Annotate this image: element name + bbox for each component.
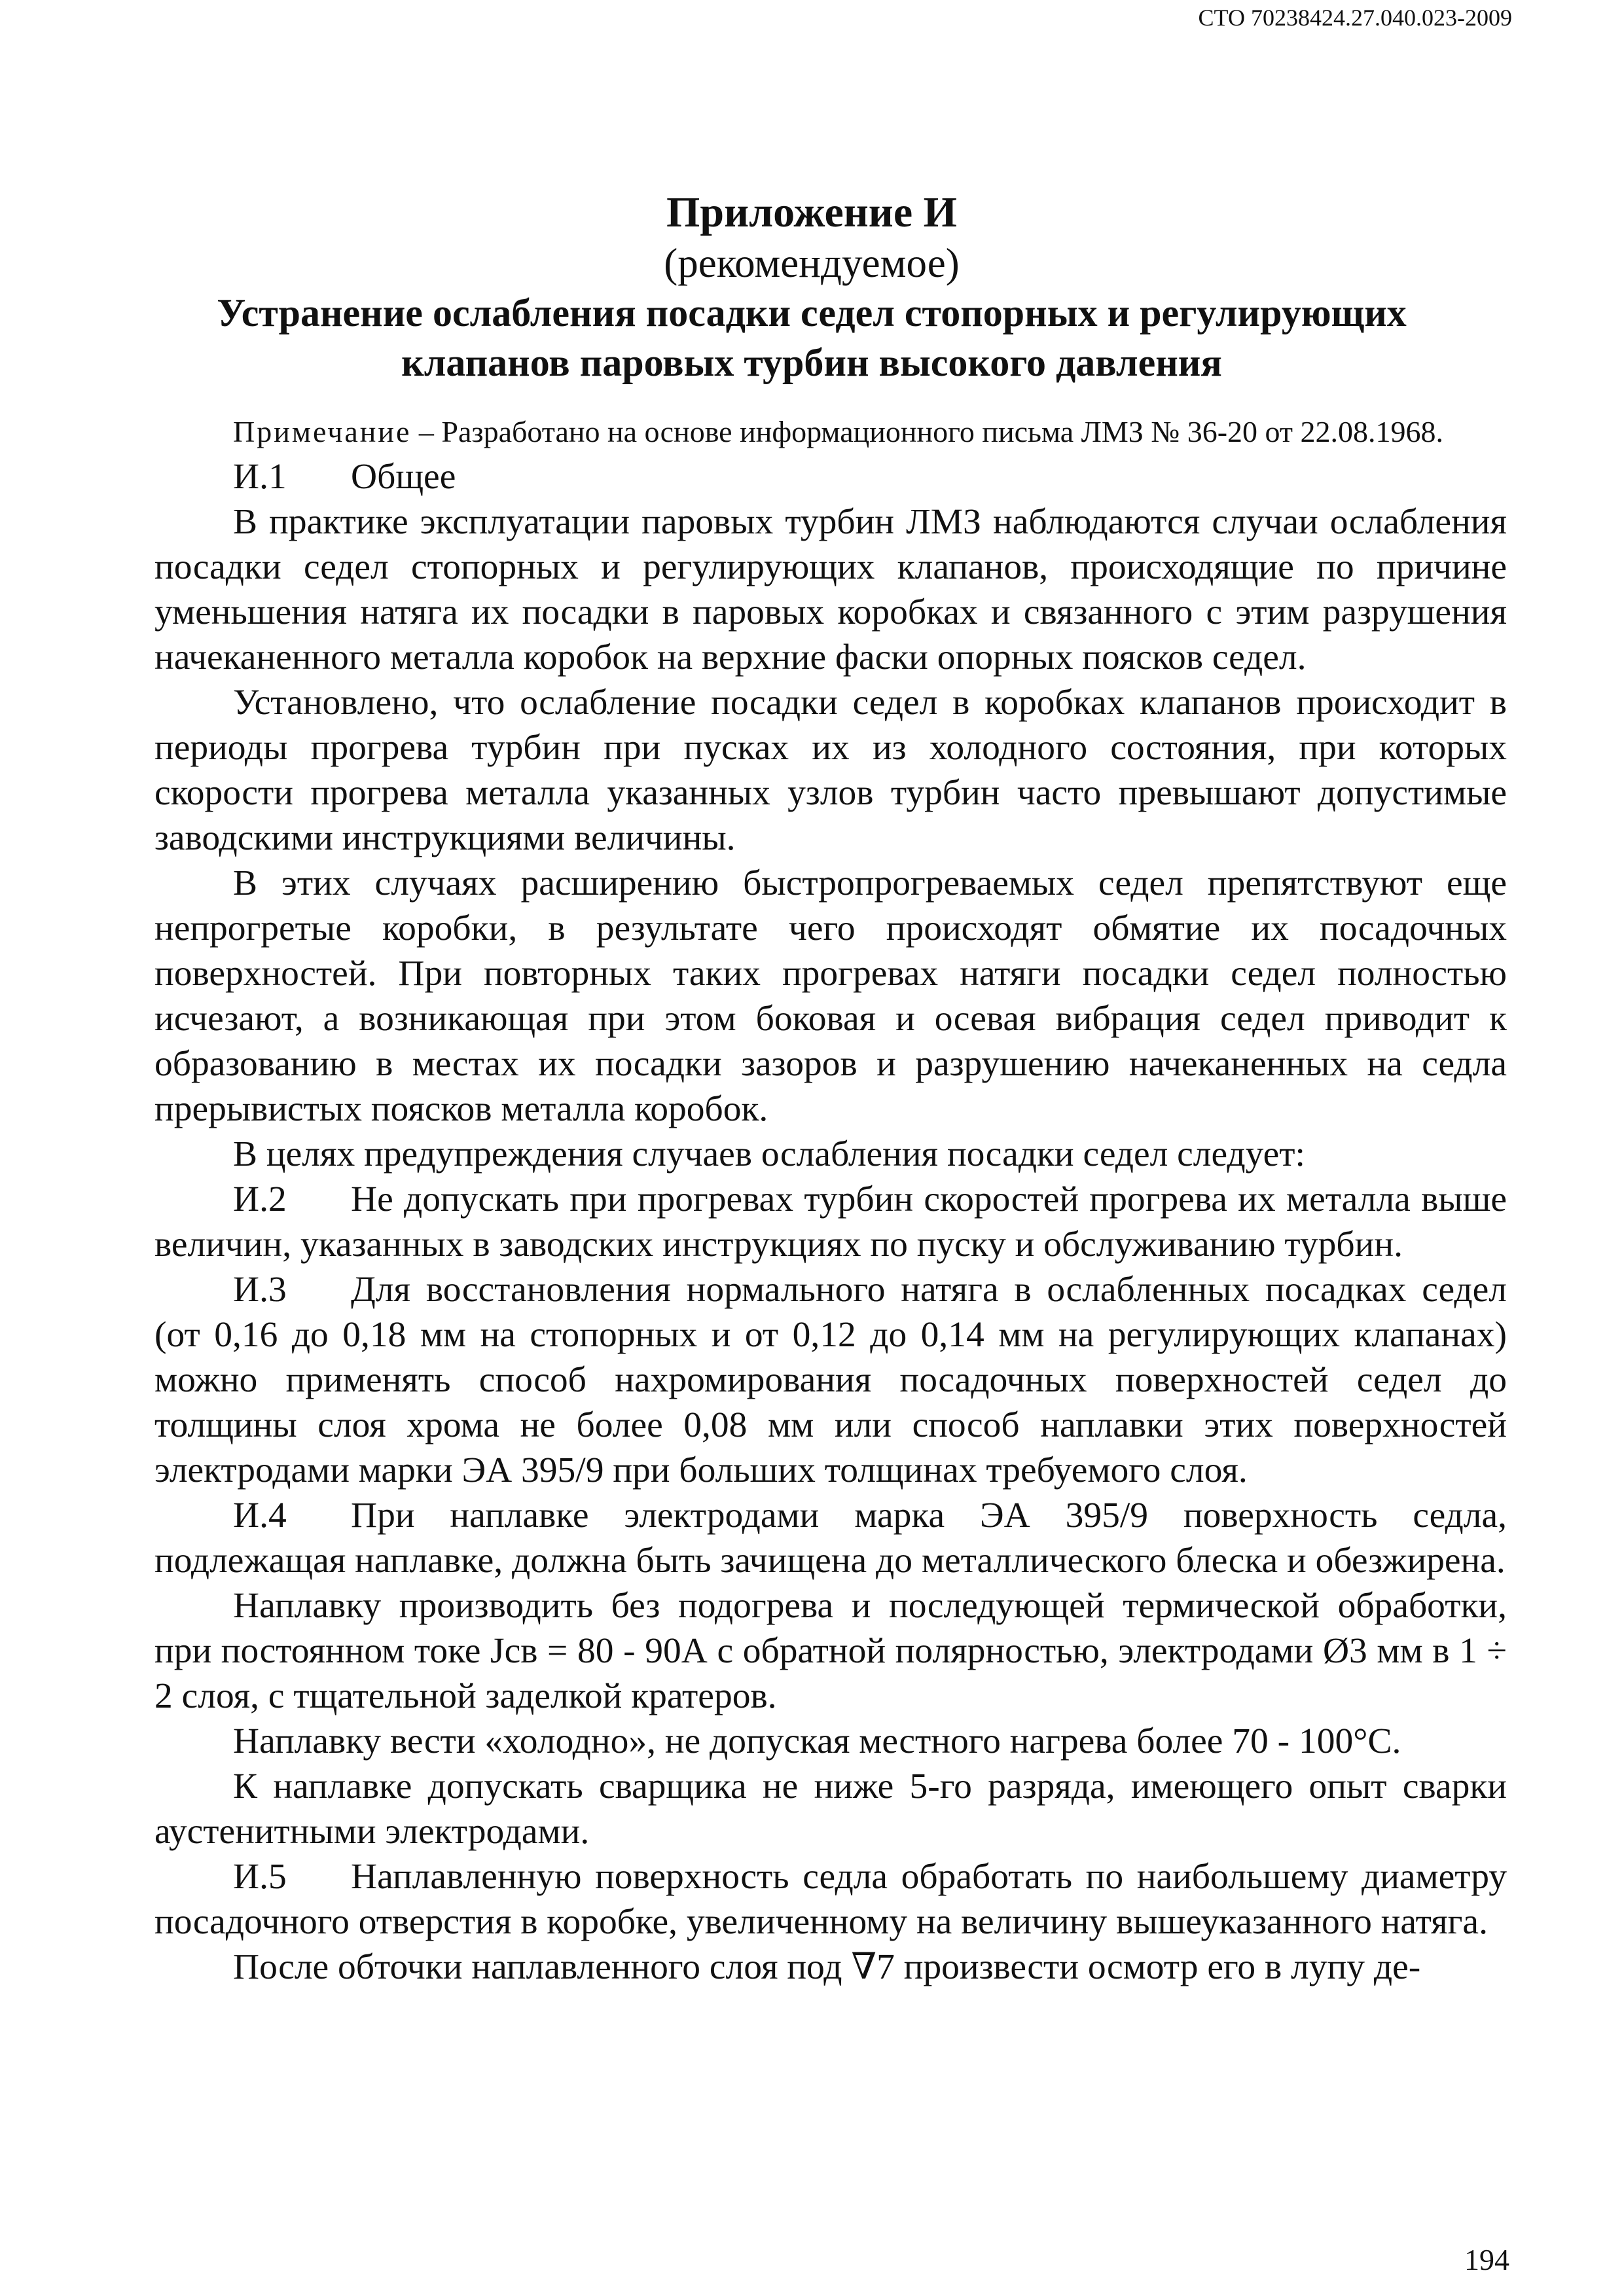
clause-text: При наплавке электродами марка ЭА 395/9 поверхность седла, подлежащая наплавке, должна быть зачищена до металлического блеска и обезжирена. [154,1496,1507,1581]
section-number: И.1 [233,457,287,497]
paragraph: Наплавку вести «холодно», не допуская местного нагрева более 70 - 100°С. [233,1721,1401,1761]
clause-number: И.4 [233,1496,287,1535]
document-body [154,412,1507,1990]
section-title: Общее [351,457,456,497]
appendix-heading [144,187,1479,387]
appendix-title: Приложение И [666,188,957,236]
paragraph: В целях предупреждения случаев ослабления посадки седел следует: [233,1134,1305,1174]
clause-number: И.3 [233,1270,287,1310]
paragraph: В этих случаях расширению быстропрогреваемых седел препятствуют еще непрогретые коробки, в результате чего происходят обмятие их посадочных поверхностей. При повторных таких прогревах натяги посадки седел полностью исчезают, а возникающая при этом боковая и осевая вибрация седел приводит к образованию в местах их посадки зазоров и разрушению начеканенных на седла прерывистых поясков металла коробок. [154,863,1507,1129]
paragraph: Наплавку производить без подогрева и последующей термической обработки, при постоянном токе Jсв = 80 - 90А с обратной полярностью, электродами Ø3 мм в 1 ÷ 2 слоя, с тщательной заделкой кратеров. [154,1586,1507,1716]
document-code: СТО 70238424.27.040.023-2009 [1198,5,1512,31]
clause-text: Не допускать при прогревах турбин скоростей прогрева их металла выше величин, указанных в заводских инструкциях по пуску и обслуживанию турбин. [154,1179,1507,1265]
clause-text: Для восстановления нормального натяга в ослабленных посадках седел (от 0,16 до 0,18 мм на стопорных и от 0,12 до 0,14 мм на регулирующих клапанах) можно применять способ нахромирования посадочных поверхностей седел до толщины слоя хрома не более 0,08 мм или способ наплавки этих поверхностей электродами марки ЭА 395/9 при больших толщинах требуемого слоя. [154,1270,1507,1490]
clause-text: Наплавленную поверхность седла обработать по наибольшему диаметру посадочного отверстия в коробке, увеличенному на величину вышеуказанного натяга. [154,1857,1507,1942]
paragraph: Установлено, что ослабление посадки седел в коробках клапанов происходит в периоды прогрева турбин при пусках их из холодного состояния, при которых скорости прогрева металла указанных узлов турбин часто превышают допустимые заводскими инструкциями величины. [154,683,1507,858]
appendix-subject-line-1: Устранение ослабления посадки седел стопорных и регулирующих [217,291,1407,334]
appendix-status: (рекомендуемое) [664,240,960,286]
clause-number: И.5 [233,1857,287,1897]
note-text: – Разработано на основе информационного письма ЛМЗ № 36-20 от 22.08.1968. [411,415,1444,448]
clause [154,1854,1507,1945]
note-paragraph [154,412,1507,452]
paragraph: В практике эксплуатации паровых турбин ЛМЗ наблюдаются случаи ослабления посадки седел стопорных и регулирующих клапанов, происходящие по причине уменьшения натяга их посадки в паровых коробках и связанного с этим разрушения начеканенного металла коробок на верхние фаски опорных поясков седел. [154,502,1507,677]
clause [154,1267,1507,1493]
clause [154,1177,1507,1267]
paragraph: К наплавке допускать сварщика не ниже 5-го разряда, имеющего опыт сварки аустенитными электродами. [154,1767,1507,1852]
note-label: Примечание [233,415,412,448]
appendix-subject-line-2: клапанов паровых турбин высокого давления [401,341,1222,384]
clause [154,1493,1507,1583]
paragraph: После обточки наплавленного слоя под ∇7 произвести осмотр его в лупу де- [233,1947,1421,1987]
page-number: 194 [1464,2242,1509,2276]
section-heading-general [154,454,1507,499]
clause-number: И.2 [233,1179,287,1219]
